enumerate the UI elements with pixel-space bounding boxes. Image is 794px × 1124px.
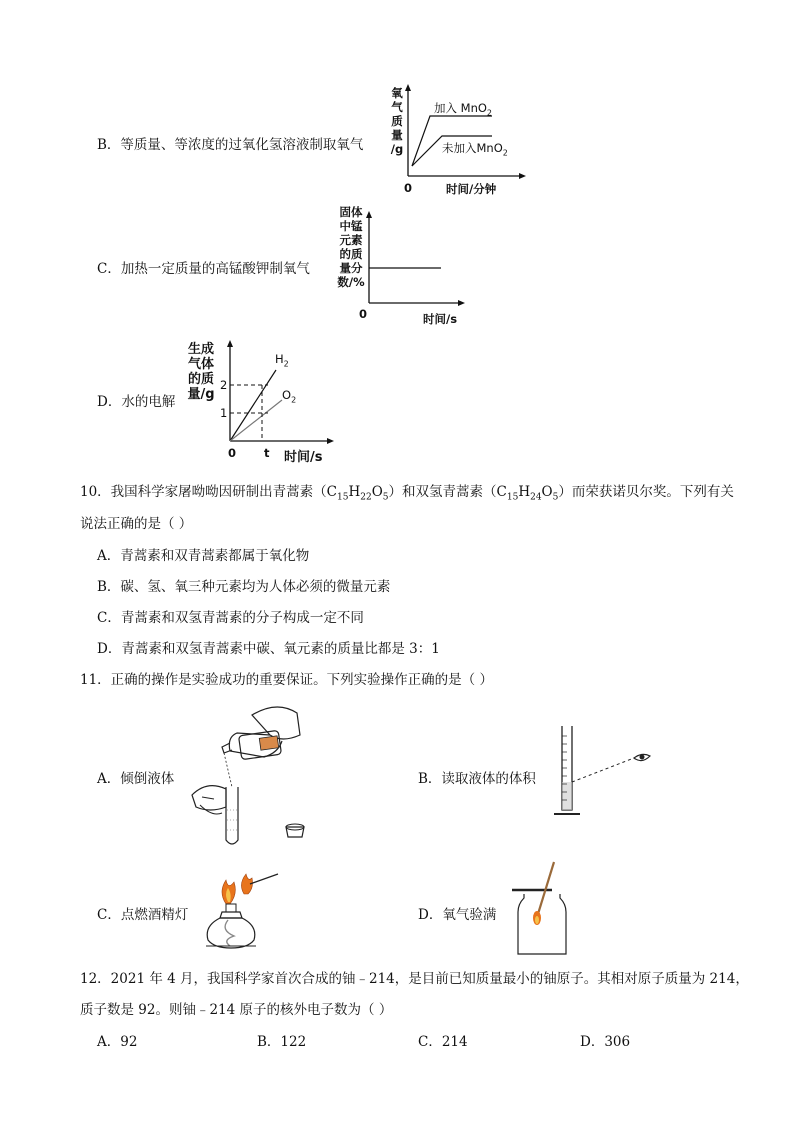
option-b-text: B．等质量、等浓度的过氧化氢溶液制取氧气 <box>97 137 364 153</box>
pour-liquid-illustration <box>182 695 312 855</box>
question-12-option-a[interactable]: A．92 <box>97 1034 138 1050</box>
graph-b <box>388 82 528 197</box>
graph-b-ylabel: 氧 气 质 量 /g <box>390 86 404 156</box>
graph-b-xlabel: 时间/分钟 <box>446 182 497 196</box>
graph-c-ylabel: 固体 中锰 元素 的质 量分 数/% <box>337 205 365 289</box>
graph-d <box>186 338 336 466</box>
question-10-option-b[interactable]: B．碳、氢、氧三种元素均为人体必须的微量元素 <box>97 579 391 595</box>
graph-b-line2-label: 未加入MnO$_2$ <box>442 141 508 158</box>
question-12-option-b[interactable]: B．122 <box>257 1034 307 1050</box>
option-d-text: D．水的电解 <box>97 394 176 410</box>
question-12-stem-line1: 12．2021 年 4 月，我国科学家首次合成的铀﹣214，是目前已知质量最小的铀原子。其相对原子质量为 214， <box>80 971 749 987</box>
graph-c-xlabel: 时间/s <box>423 312 458 326</box>
graph-d-tick-t: t <box>264 446 270 460</box>
graph-b-origin: 0 <box>404 181 413 195</box>
question-12-stem-line2: 质子数是 92。则铀﹣214 原子的核外电子数为（ ） <box>80 1002 393 1018</box>
question-11-stem: 11．正确的操作是实验成功的重要保证。下列实验操作正确的是（ ） <box>80 672 493 688</box>
graph-b-line1-label: 加入 MnO$_2$ <box>434 101 493 118</box>
graph-c-origin: 0 <box>359 307 368 321</box>
question-10-stem: 10．我国科学家屠呦呦因研制出青蒿素$(C_{15}H_{22}O_5)$和双氢青蒿素$(C_{15}H_{24}O_5)$而荣获诺贝尔奖。下列有关 <box>80 484 734 503</box>
question-12-option-c[interactable]: C．214 <box>418 1034 468 1050</box>
graduated-cylinder-illustration <box>548 722 658 822</box>
graph-c <box>337 203 472 325</box>
graph-d-origin: 0 <box>228 446 237 460</box>
oxygen-test-illustration <box>508 858 578 958</box>
graph-d-o2-label: $O_2$ <box>282 388 297 405</box>
question-10-option-a[interactable]: A．青蒿素和双青蒿素都属于氧化物 <box>97 548 310 564</box>
question-10-option-d[interactable]: D．青蒿素和双氢青蒿素中碳、氧元素的质量比都是 3：1 <box>97 641 440 657</box>
option-c-text: C．加热一定质量的高锰酸钾制氧气 <box>97 261 310 277</box>
question-12-option-d[interactable]: D．306 <box>580 1034 631 1050</box>
question-11-option-a[interactable]: A．倾倒液体 <box>97 771 175 787</box>
graph-d-ylabel: 生成 气体 的质 量/g <box>187 342 215 402</box>
question-11-option-d[interactable]: D．氧气验满 <box>418 907 497 923</box>
graph-d-tick-1: 1 <box>220 406 228 420</box>
graph-d-tick-2: 2 <box>220 378 228 392</box>
question-10-option-c[interactable]: C．青蒿素和双氢青蒿素的分子构成一定不同 <box>97 610 364 626</box>
graph-d-h2-label: $H_2$ <box>275 352 289 369</box>
graph-d-xlabel: 时间/s <box>284 450 323 465</box>
alcohol-lamp-illustration <box>200 862 290 952</box>
graph-c-plot <box>337 203 472 325</box>
question-10-stem-line2: 说法正确的是（ ） <box>80 516 193 532</box>
question-11-option-b[interactable]: B．读取液体的体积 <box>418 771 536 787</box>
question-11-option-c[interactable]: C．点燃酒精灯 <box>97 907 189 923</box>
